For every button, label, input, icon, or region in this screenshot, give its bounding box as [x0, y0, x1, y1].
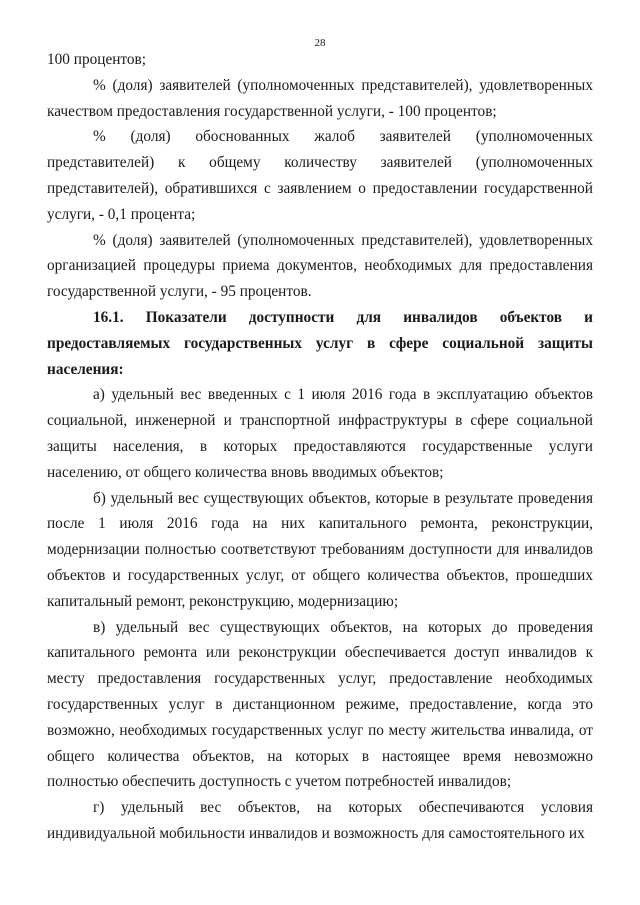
list-item-g: г) удельный вес объектов, на которых обеспечиваются условия индивидуальной мобильности инвалидов и возможность для самостоятельного их [47, 799, 593, 842]
document-body [47, 47, 593, 847]
list-item-a: а) удельный вес введенных с 1 июля 2016 года в эксплуатацию объектов социальной, инженерной и транспортной инфраструктуры в сфере социальной защиты населения, в которых предоставляются государственные услуги населению, от общего количества вновь вводимых объектов; [47, 386, 593, 481]
paragraph-satisfaction-quality: % (доля) заявителей (уполномоченных представителей), удовлетворенных качеством предоставления государственной услуги, - 100 процентов; [47, 76, 593, 120]
list-item-b: б) удельный вес существующих объектов, которые в результате проведения после 1 июля 2016 года на них капитального ремонта, реконструкции, модернизации полностью соответствуют требованиям доступности для инвалидов объектов и государственных услуг, от общего количества объектов, прошедших капитальный ремонт, реконструкцию, модернизацию; [47, 489, 593, 610]
paragraph-satisfaction-reception: % (доля) заявителей (уполномоченных представителей), удовлетворенных организацией процедуры приема документов, необходимых для предоставления государственной услуги, - 95 процентов. [47, 231, 593, 301]
page-number: 28 [314, 37, 326, 49]
paragraph-complaints: % (доля) обоснованных жалоб заявителей (уполномоченных представителей) к общему количеству заявителей (уполномоченных представителей), обратившихся с заявлением о предоставлении государственной услуги, - 0,1 процента; [47, 128, 593, 223]
list-item-v: в) удельный вес существующих объектов, на которых до проведения капитального ремонта или реконструкции обеспечивается доступ инвалидов к месту предоставления государственных услуг, предоставление необходимых государственных услуг в дистанционном режиме, предоставление, когда это возможно, необходимых государственных услуг по месту жительства инвалида, от общего количества объектов, на которых в настоящее время невозможно полностью обеспечить доступность с учетом потребностей инвалидов; [47, 618, 593, 791]
paragraph-continuation: 100 процентов; [47, 51, 147, 68]
section-heading-16-1: 16.1. Показатели доступности для инвалидов объектов и предоставляемых государственных услуг в сфере социальной защиты населения: [47, 308, 593, 378]
